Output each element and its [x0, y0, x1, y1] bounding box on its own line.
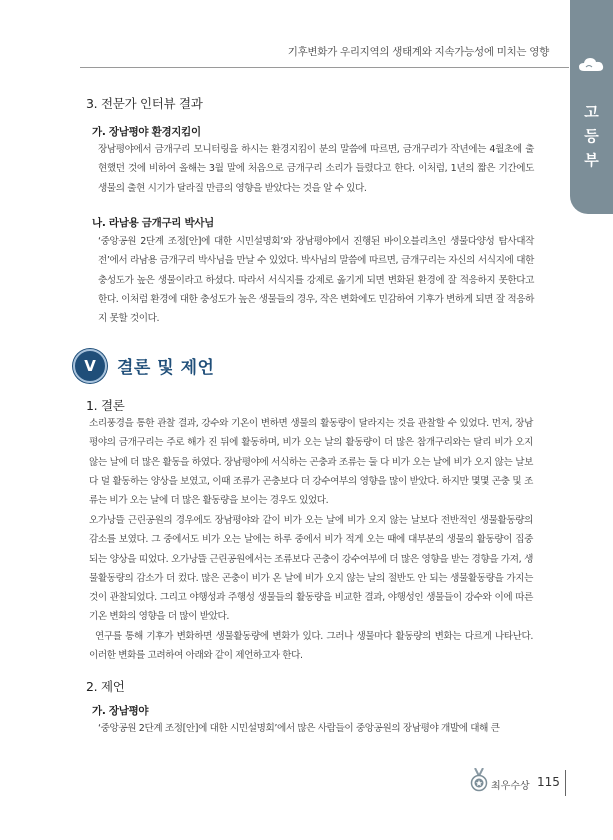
header-divider	[80, 67, 569, 68]
paragraph: ‘중앙공원 2단계 조정[안]에 대한 시민설명회’에서 많은 사람들이 중앙공원의 장남평야 개발에 대해 큰	[98, 723, 500, 734]
page-number: 115	[537, 775, 560, 789]
section-title: 1. 결론	[86, 398, 125, 413]
side-tab	[570, 0, 613, 214]
paragraph: 장남평야에서 금개구리 모니터링을 하시는 환경지킴이 분의 말씀에 따르면, 금개구리가 작년에는 4월초에 출현했던 것에 비하여 올해는 3월 말에 처음으로 금개구리 소리가 들렸다고 한다. 이처럼, 1년의 짧은 기간에도 생물의 출현 시기가 달라질 만큼의 영향을 받았다는 것을 알 수 있다.	[98, 144, 534, 194]
section-title: 3. 전문가 인터뷰 결과	[86, 96, 203, 111]
chapter-heading	[73, 349, 273, 383]
paragraph: ‘중앙공원 2단계 조정[안]에 대한 시민설명회’와 장남평야에서 진행된 바이오블리츠인 생물다양성 탐사대작전’에서 라남용 금개구리 박사님을 만날 수 있었다. 박사님의 말씀에 따르면, 금개구리는 자신의 서식지에 대한 충성도가 높은 생물이라고 하셨다. 따라서 서식지를 강제로 옮기게 되면 변화된 환경에 잘 적응하지 못한다고 한다. 이처럼 환경에 대한 충성도가 높은 생물들의 경우, 작은 변화에도 민감하여 기후가 변하게 되면 잘 적응하지 못할 것이다.	[98, 236, 534, 325]
subsection-title: 가. 장남평야	[92, 705, 149, 717]
cloud-icon	[577, 54, 606, 78]
subsection-title: 가. 장남평야 환경지킴이	[92, 126, 201, 138]
page-header	[0, 0, 613, 70]
page-number-divider	[565, 770, 566, 796]
chapter-title: 결론 및 제언	[117, 358, 215, 378]
side-tab-label	[570, 100, 613, 172]
running-title: 기후변화가 우리지역의 생태계와 지속가능성에 미치는 영향	[287, 46, 549, 58]
page-footer	[0, 768, 613, 798]
side-tab-char: 부	[584, 151, 599, 169]
paragraph: 연구를 통해 기후가 변화하면 생물활동량에 변화가 있다. 그러나 생물마다 활동량의 변화는 다르게 나타난다. 이러한 변화를 고려하여 아래와 같이 제언하고자 한다.	[89, 631, 533, 662]
paragraph: 소리풍경을 통한 관찰 결과, 강수와 기온이 변하면 생물의 활동량이 달라지는 것을 관찰할 수 있었다. 먼저, 장남평야의 금개구리는 주로 해가 진 뒤에 활동하며, 비가 오는 날의 활동량이 더 많은 참개구리와는 달리 비가 오지 않는 날에 더 많은 활동을 하였다. 장남평야에 서식하는 곤충과 조류는 둘 다 비가 오는 날에 비가 오지 않는 날보다 덜 활동하는 양상을 보였고, 이때 조류가 곤충보다 더 강수여부의 영향을 많이 받았다. 하지만 몇몇 곤충 및 조류는 비가 오는 날에 더 많은 활동량을 보이는 경우도 있었다.	[89, 418, 533, 507]
award-label: 최우수상	[491, 781, 530, 792]
chapter-number-badge: V	[73, 349, 107, 383]
paragraph: 오가낭뜰 근린공원의 경우에도 장남평야와 같이 비가 오는 날에 비가 오지 않는 날보다 전반적인 생물활동량의 감소를 보였다. 그 중에서도 비가 오는 날에는 하루 중에서 비가 적게 오는 때에 대부분의 생물의 활동량이 집중되는 양상을 띠었다. 오가낭뜰 근린공원에서는 조류보다 곤충이 강수여부에 더 많은 영향을 받는 경향을 가져, 생물활동량의 감소가 더 컸다. 많은 곤충이 비가 온 날에 비가 오지 않는 날의 절반도 안 되는 생물활동량을 가지는 것이 관찰되었다. 그리고 야행성과 주행성 생물들의 활동량을 비교한 결과, 야행성인 생물들이 강수와 이에 따른 기온 변화의 영향을 더 많이 받았다.	[89, 515, 533, 623]
side-tab-char: 고	[584, 103, 599, 121]
subsection-title: 나. 라남용 금개구리 박사님	[92, 217, 215, 229]
medal-icon	[470, 768, 488, 798]
section-title: 2. 제언	[86, 679, 125, 694]
side-tab-char: 등	[584, 127, 599, 145]
